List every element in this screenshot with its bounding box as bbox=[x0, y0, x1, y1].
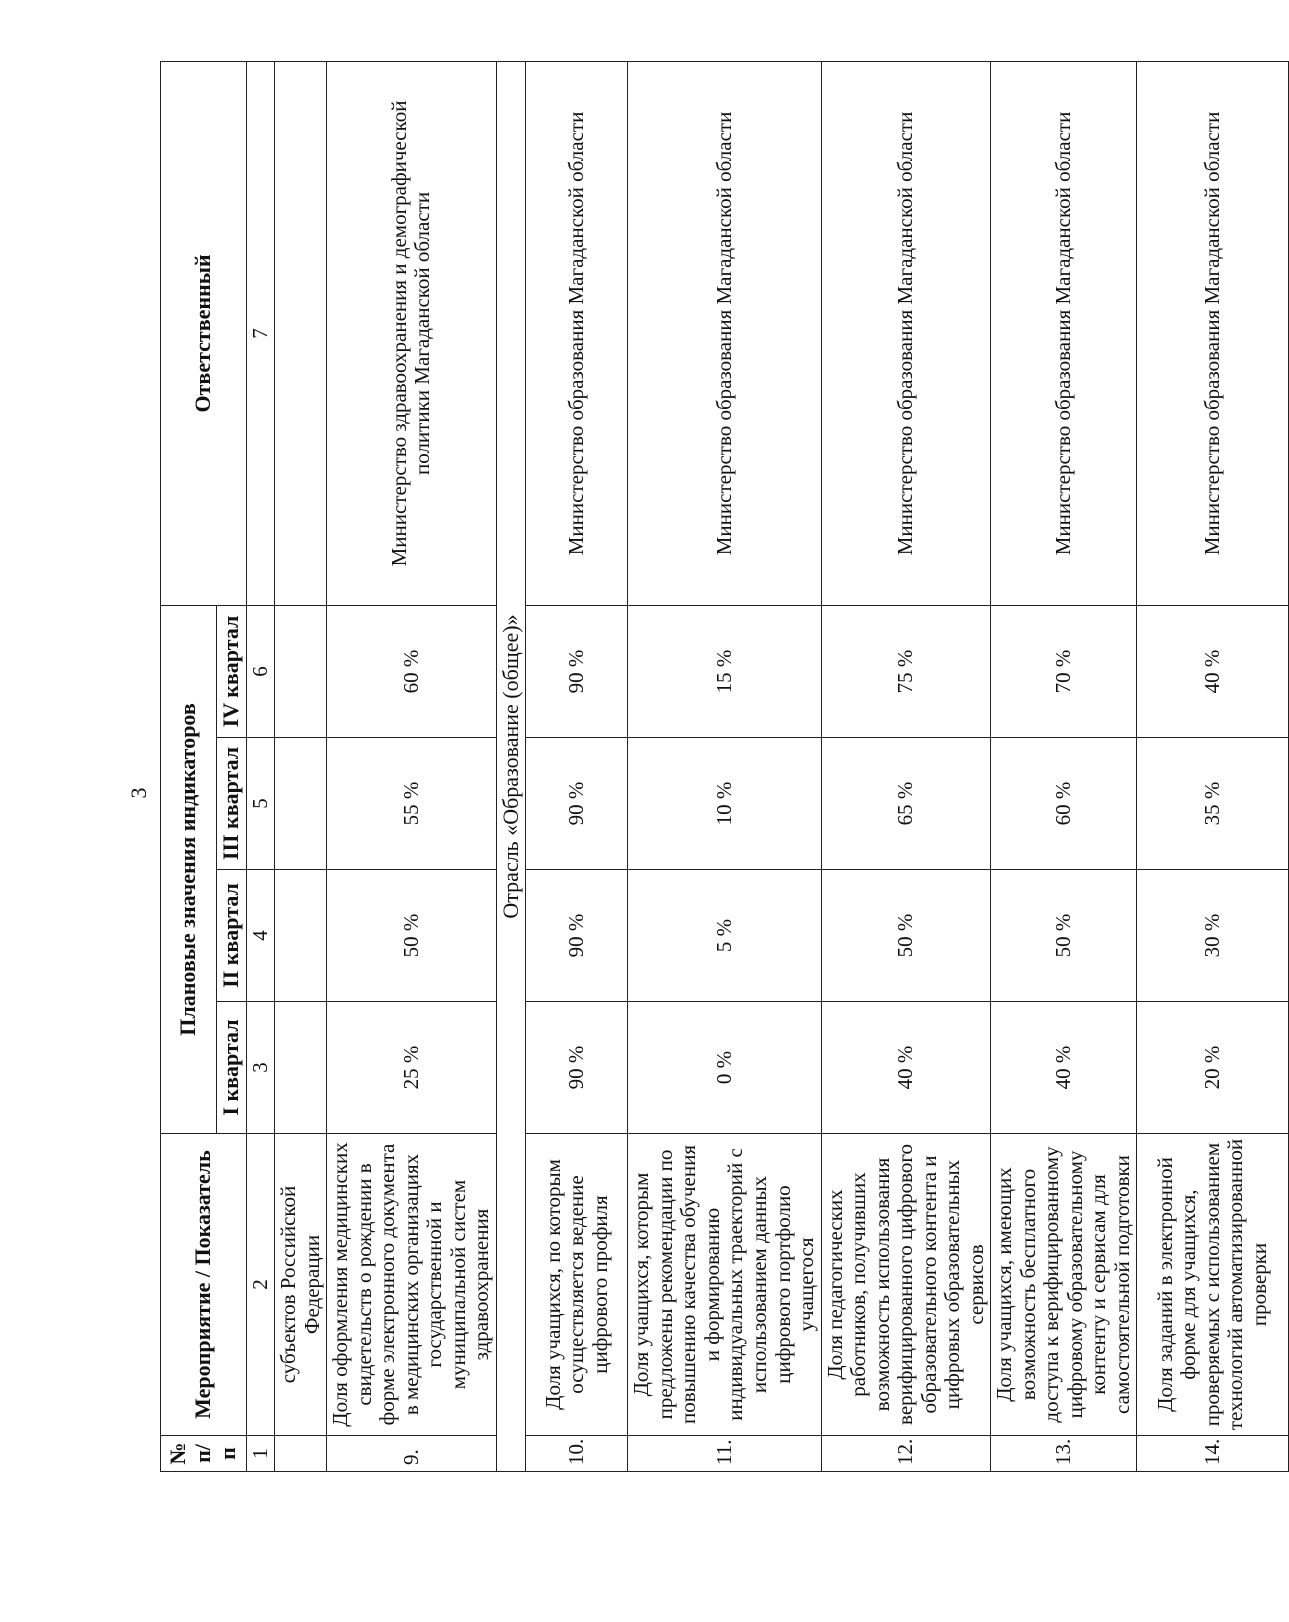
col-number: 7 bbox=[246, 61, 275, 605]
cell-q2: 50 % bbox=[821, 870, 991, 1002]
row-text: Доля учащихся, которым предложены рекомендации по повышению качества обучения и формированию индивидуальных траекторий с использованием данных цифрового портфолио учащегося bbox=[628, 1134, 821, 1436]
row-no: 10. bbox=[526, 1436, 628, 1472]
cell-q4 bbox=[275, 605, 327, 737]
header-row bbox=[161, 61, 217, 1471]
header-q2: II квартал bbox=[217, 870, 247, 1002]
cell-q2: 50 % bbox=[327, 870, 497, 1002]
section-row bbox=[496, 61, 526, 1471]
cell-q1: 40 % bbox=[991, 1002, 1137, 1134]
header-plan: Плановые значения индикаторов bbox=[161, 605, 217, 1133]
row-no: 12. bbox=[821, 1436, 991, 1472]
col-number: 2 bbox=[246, 1134, 275, 1436]
continuation-row bbox=[275, 61, 327, 1471]
cell-q3: 65 % bbox=[821, 738, 991, 870]
header-q3: III квартал bbox=[217, 738, 247, 870]
row-no bbox=[275, 1436, 327, 1472]
row-text: Доля педагогических работников, получивших возможность использования верифицированного цифрового образовательного контента и цифровых образовательных сервисов bbox=[821, 1134, 991, 1436]
header-responsible: Ответственный bbox=[161, 61, 247, 605]
page-number: 3 bbox=[126, 787, 151, 799]
cell-q3: 60 % bbox=[991, 738, 1137, 870]
cell-q1: 0 % bbox=[628, 1002, 821, 1134]
cell-responsible bbox=[275, 61, 327, 605]
col-number: 1 bbox=[246, 1436, 275, 1472]
continuation-text: субъектов Российской Федерации bbox=[275, 1134, 327, 1436]
cell-responsible: Министерство образования Магаданской области bbox=[1137, 61, 1289, 605]
cell-q3: 35 % bbox=[1137, 738, 1289, 870]
table-row bbox=[991, 61, 1137, 1471]
cell-q4: 15 % bbox=[628, 605, 821, 737]
cell-q3 bbox=[275, 738, 327, 870]
cell-q1: 90 % bbox=[526, 1002, 628, 1134]
row-text: Доля учащихся, имеющих возможность бесплатного доступа к верифицированному цифровому образовательному контенту и сервисам для самостоятельной подготовки bbox=[991, 1134, 1137, 1436]
row-no: 9. bbox=[327, 1436, 497, 1472]
cell-q4: 60 % bbox=[327, 605, 497, 737]
row-text: Доля учащихся, по которым осуществляется ведение цифрового профиля bbox=[526, 1134, 628, 1436]
cell-q1: 40 % bbox=[821, 1002, 991, 1134]
cell-q1: 20 % bbox=[1137, 1002, 1289, 1134]
col-number: 5 bbox=[246, 738, 275, 870]
cell-responsible: Министерство образования Магаданской области bbox=[526, 61, 628, 605]
cell-responsible: Министерство образования Магаданской области bbox=[628, 61, 821, 605]
cell-responsible: Министерство образования Магаданской области bbox=[821, 61, 991, 605]
row-no: 11. bbox=[628, 1436, 821, 1472]
cell-q2 bbox=[275, 870, 327, 1002]
cell-q4: 70 % bbox=[991, 605, 1137, 737]
row-no: 14. bbox=[1137, 1436, 1289, 1472]
indicators-table bbox=[160, 61, 1289, 1472]
col-number: 6 bbox=[246, 605, 275, 737]
cell-q4: 40 % bbox=[1137, 605, 1289, 737]
cell-q4: 90 % bbox=[526, 605, 628, 737]
cell-q2: 30 % bbox=[1137, 870, 1289, 1002]
cell-q1 bbox=[275, 1002, 327, 1134]
header-no: № п/п bbox=[161, 1436, 247, 1472]
cell-q3: 90 % bbox=[526, 738, 628, 870]
section-title: Отрасль «Образование (общее)» bbox=[496, 61, 526, 1471]
rotated-table-wrapper bbox=[160, 62, 1271, 1472]
header-q4: IV квартал bbox=[217, 605, 247, 737]
table-row bbox=[628, 61, 821, 1471]
cell-q3: 10 % bbox=[628, 738, 821, 870]
table-row bbox=[526, 61, 628, 1471]
header-event: Мероприятие / Показатель bbox=[161, 1134, 247, 1436]
table-row bbox=[1137, 61, 1289, 1471]
row-text: Доля оформления медицинских свидетельств о рождении в форме электронного документа в медицинских организациях государственной и муниципальной систем здравоохранения bbox=[327, 1134, 497, 1436]
cell-responsible: Министерство здравоохранения и демографической политики Магаданской области bbox=[327, 61, 497, 605]
column-numbers-row bbox=[246, 61, 275, 1471]
header-q1: I квартал bbox=[217, 1002, 247, 1134]
cell-q2: 90 % bbox=[526, 870, 628, 1002]
table-row bbox=[821, 61, 991, 1471]
col-number: 4 bbox=[246, 870, 275, 1002]
table-row bbox=[327, 61, 497, 1471]
cell-q1: 25 % bbox=[327, 1002, 497, 1134]
row-no: 13. bbox=[991, 1436, 1137, 1472]
cell-q4: 75 % bbox=[821, 605, 991, 737]
cell-responsible: Министерство образования Магаданской области bbox=[991, 61, 1137, 605]
cell-q3: 55 % bbox=[327, 738, 497, 870]
col-number: 3 bbox=[246, 1002, 275, 1134]
row-text: Доля заданий в электронной форме для учащихся, проверяемых с использованием технологий автоматизированной проверки bbox=[1137, 1134, 1289, 1436]
cell-q2: 50 % bbox=[991, 870, 1137, 1002]
cell-q2: 5 % bbox=[628, 870, 821, 1002]
